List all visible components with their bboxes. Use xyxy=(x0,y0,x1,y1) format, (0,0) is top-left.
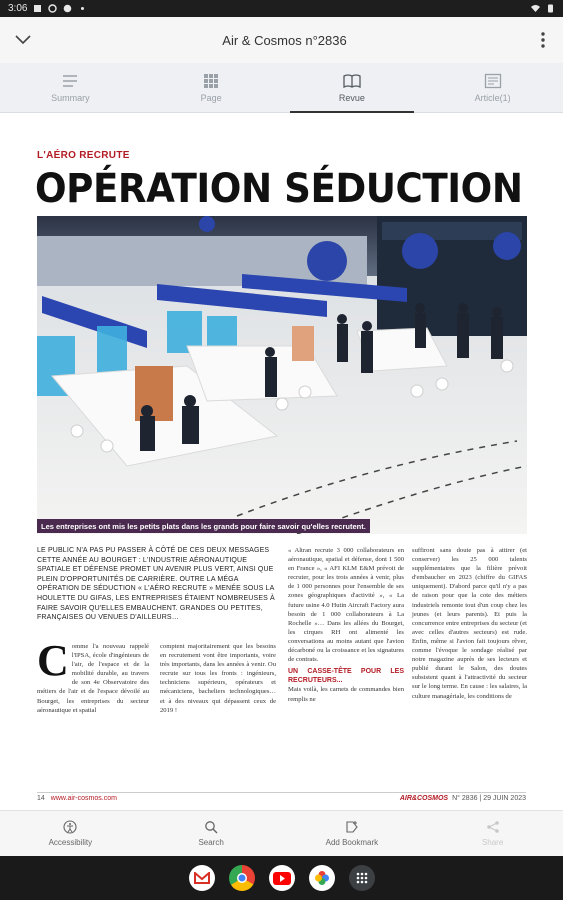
page-number: 14 xyxy=(37,795,45,802)
status-bar xyxy=(0,0,563,17)
summary-icon xyxy=(61,73,79,89)
article-lede: LE PUBLIC N'A PAS PU PASSER À CÔTÉ DE CES DEUX MESSAGES CETTE ANNÉE AU BOURGET : L'INDUSTRIE AÉRONAUTIQUE SPATIALE ET DÉFENSE PROMET UN AVENIR PLUS VERT, AINSI QUE PLEIN D'OPPORTUNITÉS DE CARRIÈRE. OUTRE LA MÉGA OPÉRATION DE SÉDUCTION « L'AÉRO RECRUTE » MENÉE SOUS LA HOULETTE DU GIFAS, LES ENTREPRISES ÉTAIENT NOMBREUSES À FAIRE SAVOIR QU'ELLES EMBAUCHENT. GRANDES OU PETITES, FRANÇAISES OU VENUES D'AILLEURS… xyxy=(37,547,275,622)
article-subhead: UN CASSE-TÊTE POUR LES RECRUTEURS... xyxy=(288,668,404,685)
issue-title: Air & Cosmos n°2836 xyxy=(222,32,347,48)
trade-show-illustration xyxy=(37,216,527,534)
article-column-4 xyxy=(412,546,527,701)
shield-status-icon xyxy=(63,4,72,13)
wifi-icon xyxy=(531,4,540,13)
drop-cap: C xyxy=(37,636,69,685)
dot-icon xyxy=(78,4,87,13)
bookmark-icon xyxy=(345,820,359,834)
gmail-icon[interactable] xyxy=(189,865,215,891)
view-tabs xyxy=(0,63,563,113)
notification-icon xyxy=(33,4,42,13)
book-icon xyxy=(343,73,361,89)
toolbar-label: Accessibility xyxy=(48,838,93,847)
battery-icon xyxy=(546,4,555,13)
page-footer-right xyxy=(400,795,526,802)
collapse-button[interactable] xyxy=(0,17,46,63)
article-column-3 xyxy=(288,546,404,704)
toolbar-label: Search xyxy=(198,838,224,847)
chrome-icon[interactable] xyxy=(229,865,255,891)
article-icon xyxy=(484,73,502,89)
article-column-1 xyxy=(37,636,149,715)
apps-icon[interactable] xyxy=(349,865,375,891)
status-time: 3:06 xyxy=(8,3,28,14)
tab-label: Page xyxy=(200,92,222,103)
tab-label: Summary xyxy=(51,92,90,103)
share-button[interactable] xyxy=(422,811,563,856)
column-text: Mais voilà, les carnets de commandes bien remplis ne xyxy=(288,686,404,703)
grid-icon xyxy=(202,73,220,89)
share-icon xyxy=(486,820,500,834)
overflow-menu-button[interactable] xyxy=(523,17,563,63)
settings-status-icon xyxy=(48,4,57,13)
site-url: www.air-cosmos.com xyxy=(50,795,117,802)
column-text: comptent majoritairement que les besoins en recrutement vont être importants, voire très importants, dans les années à venir. Ou recrute sur tous les fronts : ingénieurs, techniciens supérieurs, opérateurs et mécaniciens, bacheliers technologiques… et à des niveaux qui dépassent ceux de 2019 ! xyxy=(160,643,276,714)
article-column-2 xyxy=(160,642,276,715)
article-headline: OPÉRATION SÉDUCTION xyxy=(35,166,523,212)
youtube-icon[interactable] xyxy=(269,865,295,891)
page-footer-divider xyxy=(37,792,526,793)
magazine-page[interactable] xyxy=(0,114,563,810)
column-text: omme l'a nouveau rappelé l'IPSA, école d'ingénieurs de l'air, de l'espace et de la mobilité durable, au travers de son 4e Observatoire des métiers de l'air et de l'espace dévoilé au Bourget, les entreprises du secteur aéronautique et spatial xyxy=(37,643,149,714)
accessibility-icon xyxy=(63,820,77,834)
system-dock xyxy=(0,856,563,900)
column-text: « Altran recrute 3 000 collaborateurs en aéronautique, spatial et défense, dont 1 500 en France », « AFI KLM E&M prévoit de recruter, pour les trois années à venir, plus de 1 000 personnes pour l'ensemble de ses zones géographiques d'activité », « La future usine 4.0 Hutin Aircraft Factory aura besoin de 1 000 collaborateurs à La Rochelle »… Dans les allées du Bourget, les cirques RH ont alimenté les conversations au moins autant que l'avion décarboné ou la croissance et les signatures de contrats. xyxy=(288,547,404,664)
article-photo xyxy=(37,216,527,534)
search-button[interactable] xyxy=(141,811,282,856)
page-footer-left xyxy=(37,795,117,802)
magazine-logo: AIR&COSMOS xyxy=(399,795,449,802)
accessibility-button[interactable] xyxy=(0,811,141,856)
search-icon xyxy=(204,820,218,834)
chevron-down-icon xyxy=(14,34,32,46)
bottom-toolbar xyxy=(0,810,563,856)
tab-page[interactable] xyxy=(141,63,282,112)
tab-summary[interactable] xyxy=(0,63,141,112)
tab-label: Article(1) xyxy=(474,92,511,103)
column-text: suffiront sans doute pas à attirer (et conserver) les 25 000 talents supplémentaires que la filière prévoit d'embaucher en 2023 (chiffre du GIFAS uniquement). D'abord parce qu'il n'y a pas de raison pour que la cote des métiers industriels remonte tout d'un coup chez les jeunes (et leurs parents). Et puis la concurrence entre entreprises du secteur (et avec celles d'autres secteurs) est rude. Enfin, même si l'avion fait toujours rêver, comme l'évoque le sondage réalisé par notre magazine auprès de ses lecteurs et publié durant le Salon, des doutes subsistent quant à l'attractivité du secteur sur le long terme. En cause : les salaires, la culture managériale, les conditions de xyxy=(412,547,527,700)
more-vert-icon xyxy=(541,32,545,48)
issue-date: N° 2836 | 29 JUIN 2023 xyxy=(452,795,526,802)
toolbar-label: Add Bookmark xyxy=(325,838,379,847)
tab-label: Revue xyxy=(338,92,365,103)
tab-article[interactable] xyxy=(422,63,563,112)
photos-icon[interactable] xyxy=(309,865,335,891)
add-bookmark-button[interactable] xyxy=(282,811,423,856)
tab-revue[interactable] xyxy=(282,63,423,112)
app-bar xyxy=(0,17,563,63)
article-kicker: L'AÉRO RECRUTE xyxy=(37,150,130,161)
photo-caption: Les entreprises ont mis les petits plats dans les grands pour faire savoir qu'elles recrutent. xyxy=(37,519,370,533)
toolbar-label: Share xyxy=(481,838,504,847)
